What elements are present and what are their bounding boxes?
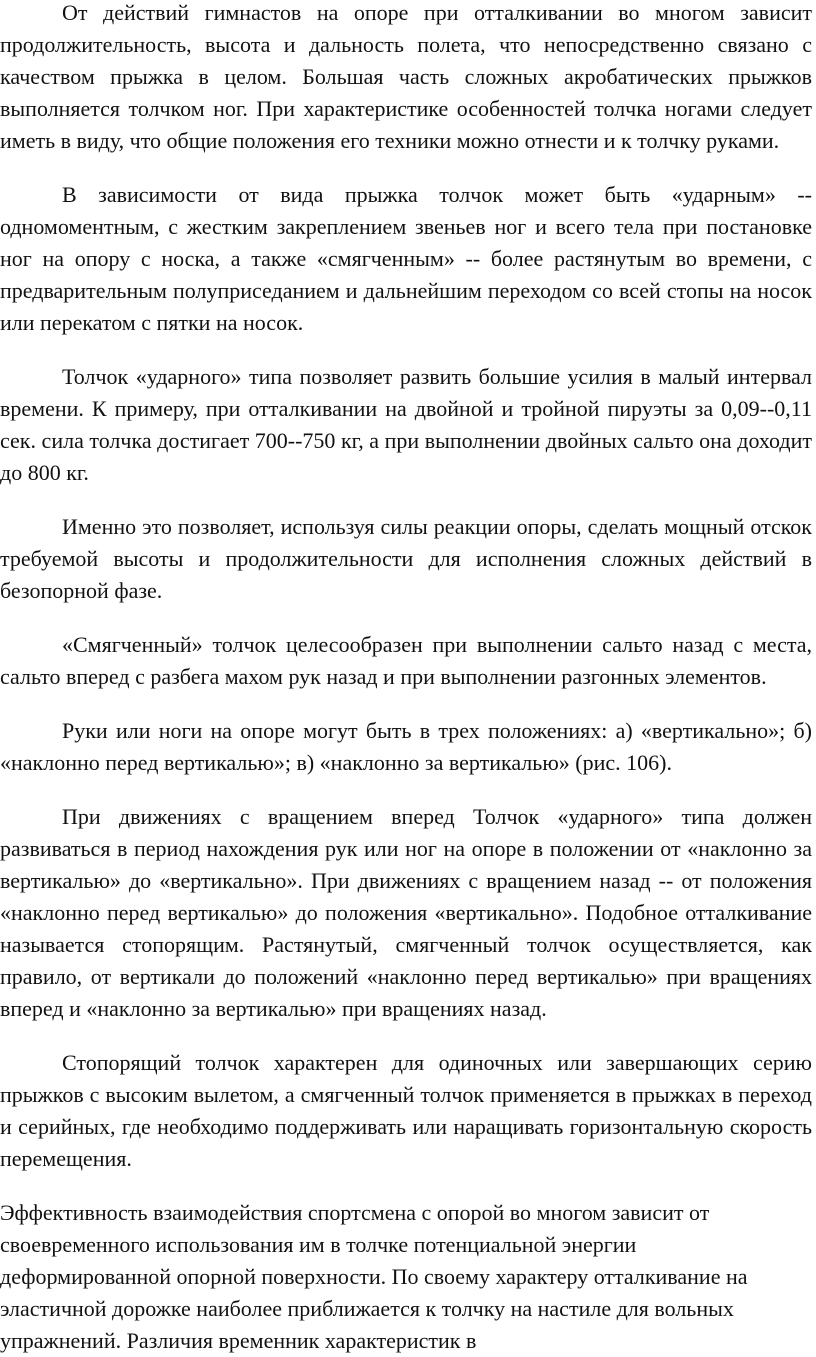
paragraph-6: Руки или ноги на опоре могут быть в трех положениях: а) «вертикально»; б) «наклонно перед вертикалью»; в) «наклонно за вертикалью» (рис. 106).	[0, 718, 812, 775]
paragraph-7: При движениях с вращением вперед Толчок «ударного» типа должен развиваться в период нахождения рук или ног на опоре в положении от «наклонно за вертикалью» до «вертикально». При движениях с вращением назад -- от положения «наклонно перед вертикалью» до положения «вертикально». Подобное отталкивание называется стопорящим. Растянутый, смягченный толчок осуществляется, как правило, от вертикали до положений «наклонно перед вертикалью» при вращениях вперед и «наклонно за вертикалью» при вращениях назад.	[0, 804, 812, 1021]
paragraph-3: Толчок «ударного» типа позволяет развить большие усилия в малый интервал времени. К примеру, при отталкивании на двойной и тройной пируэты за 0,09--0,11 сек. сила толчка достигает 700--750 кг, а при выполнении двойных сальто она доходит до 800 кг.	[0, 364, 812, 485]
paragraph-1: От действий гимнастов на опоре при отталкивании во многом зависит продолжительность, высота и дальность полета, что непосредственно связано с качеством прыжка в целом. Большая часть сложных акробатических прыжков выполняется толчком ног. При характеристике особенностей толчка ногами следует иметь в виду, что общие положения его техники можно отнести и к толчку руками.	[0, 0, 812, 153]
paragraph-5: «Смягченный» толчок целесообразен при выполнении сальто назад с места, сальто вперед с разбега махом рук назад и при выполнении разгонных элементов.	[0, 632, 812, 689]
paragraph-4: Именно это позволяет, используя силы реакции опоры, сделать мощный отскок требуемой высоты и продолжительности для исполнения сложных действий в безопорной фазе.	[0, 514, 812, 603]
paragraph-8: Стопорящий толчок характерен для одиночных или завершающих серию прыжков с высоким вылетом, а смягченный толчок применяется в прыжках в переход и серийных, где необходимо поддерживать или наращивать горизонтальную скорость перемещения.	[0, 1050, 812, 1171]
paragraph-2: В зависимости от вида прыжка толчок может быть «ударным» -- одномоментным, с жестким закреплением звеньев ног и всего тела при постановке ног на опору с носка, а также «смягченным» -- более растянутым во времени, с предварительным полуприседанием и дальнейшим переходом со всей стопы на носок или перекатом с пятки на носок.	[0, 182, 812, 335]
paragraph-9: Эффективность взаимодействия спортсмена с опорой во многом зависит от своевременного использования им в толчке потенциальной энергии деформированной опорной поверхности. По своему характеру отталкивание на эластичной дорожке наиболее приближается к толчку на настиле для вольных упражнений. Различия временник характеристик в	[0, 1200, 748, 1353]
